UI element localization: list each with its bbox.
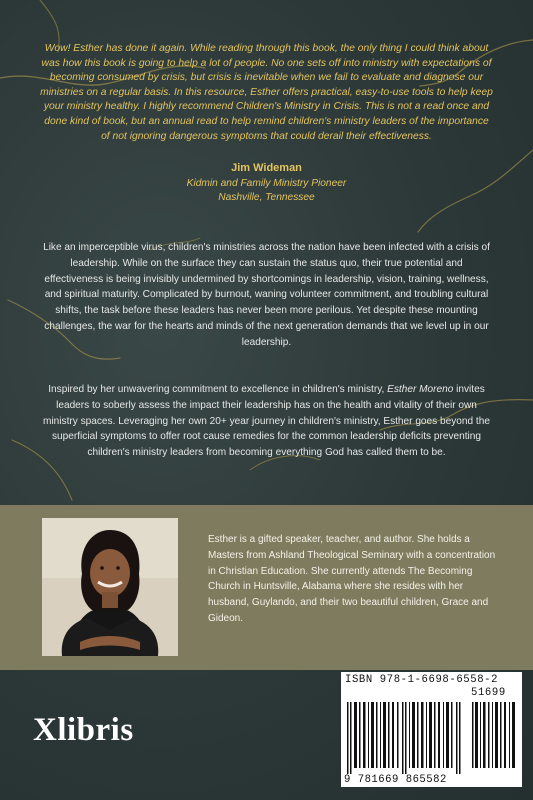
- description-paragraph-2: [42, 382, 491, 461]
- price-bars: [471, 702, 519, 768]
- description-paragraph-1: Like an imperceptible virus, children's ministries across the nation have been infected with a crisis of leadership. While on the surface they can sustain the status quo, their true potential and effectiveness is being invisibly undermined by shortcomings in leadership, vision, training, wellness, and spiritual maturity. Complicated by burnout, waning volunteer commitment, and troubling cultural shifts, the task before these leaders has never been more perilous. Yet despite these mounting challenges, the war for the hearts and minds of the next generation demands that we level up in our leadership.: [43, 242, 490, 348]
- isbn-label: ISBN 978-1-6698-6558-2: [345, 674, 499, 686]
- endorser-title: Kidmin and Family Ministry Pioneer: [186, 178, 347, 189]
- ean-number: 9 781669 865582: [344, 774, 447, 786]
- author-photo: [42, 518, 178, 656]
- author-bio: Esther is a gifted speaker, teacher, and author. She holds a Masters from Ashland Theological Seminary with a concentration in Christian Education. She currently attends The Becoming Church in Huntsville, Alabama where she resides with her husband, Guylando, and their two beautiful children, Grace and Gideon.: [208, 534, 496, 624]
- price-code: 51699: [471, 687, 506, 699]
- endorsement-quote: Wow! Esther has done it again. While reading through this book, the only thing I could think about was how this book is going to help a lot of people. No one sets off into ministry with expectations of becoming consumed by crisis, but crisis is inevitable when we fail to evaluate and diagnose our ministries on a regular basis. In this resource, Esther offers practical, easy-to-use tools to help keep your ministry healthy. I highly recommend Children's Ministry in Crisis. This is not a read once and done kind of book, but an annual read to help remind children's ministry leaders of the importance of not ignoring dangerous symptoms that could derail their effectiveness.: [40, 43, 493, 142]
- publisher-logo: Xlibris: [33, 712, 134, 748]
- isbn-barcode: [341, 672, 522, 787]
- author-name-inline: Esther Moreno: [387, 384, 454, 395]
- ean-bars: [345, 702, 465, 774]
- endorser-location: Nashville, Tennessee: [218, 192, 315, 203]
- paragraph-2-start: Inspired by her unwavering commitment to excellence in children's ministry,: [48, 384, 388, 395]
- endorser-name: Jim Wideman: [231, 162, 302, 174]
- paragraph-2-end: invites leaders to soberly assess the impact their leadership has on the health and vitality of their own ministry spaces. Leveraging her own 20+ year journey in children's ministry, Esther goes beyond the superficial symptoms to offer root cause remedies for the common leadership deficits preventing children's ministry leaders from becoming everything God has called them to be.: [43, 384, 490, 459]
